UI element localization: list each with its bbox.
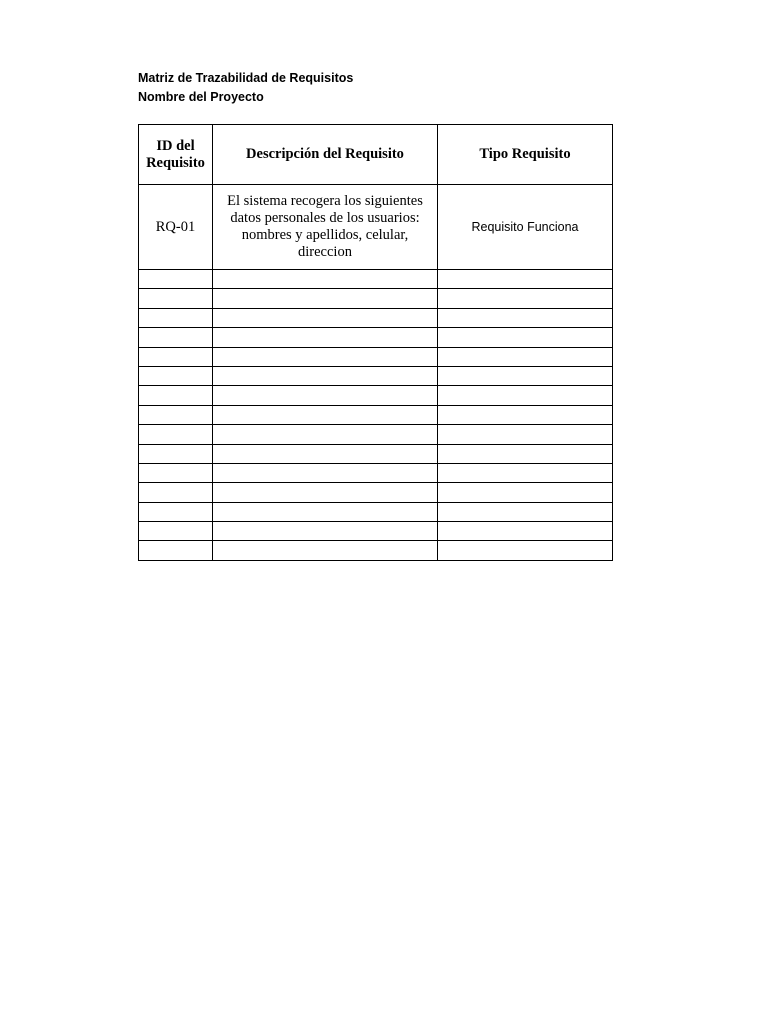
cell-requirement-description[interactable] — [213, 444, 438, 463]
table-row-empty — [139, 328, 613, 347]
cell-requirement-type[interactable] — [438, 366, 613, 385]
table-row-empty — [139, 405, 613, 424]
table-row-empty — [139, 308, 613, 327]
cell-requirement-description[interactable] — [213, 328, 438, 347]
cell-requirement-id[interactable] — [139, 541, 213, 560]
cell-requirement-id[interactable] — [139, 386, 213, 405]
cell-requirement-type[interactable] — [438, 502, 613, 521]
table-row-empty — [139, 522, 613, 541]
table-header-row — [139, 125, 613, 185]
cell-requirement-type[interactable] — [438, 522, 613, 541]
cell-requirement-type[interactable] — [438, 405, 613, 424]
cell-requirement-id[interactable] — [139, 366, 213, 385]
table-row-empty — [139, 289, 613, 308]
header-requirement-id: ID del Requisito — [139, 125, 213, 185]
cell-requirement-type[interactable] — [438, 541, 613, 560]
cell-requirement-id[interactable] — [139, 405, 213, 424]
table-row-empty — [139, 444, 613, 463]
cell-requirement-description[interactable] — [213, 289, 438, 308]
table-row — [139, 185, 613, 270]
cell-requirement-id[interactable] — [139, 308, 213, 327]
traceability-matrix-table — [138, 124, 613, 561]
cell-requirement-description[interactable] — [213, 425, 438, 444]
cell-requirement-type[interactable] — [438, 483, 613, 502]
table-row-empty — [139, 347, 613, 366]
cell-requirement-description[interactable] — [213, 386, 438, 405]
cell-requirement-id[interactable] — [139, 463, 213, 482]
cell-requirement-description[interactable] — [213, 347, 438, 366]
cell-requirement-id[interactable] — [139, 328, 213, 347]
table-row-empty — [139, 463, 613, 482]
cell-requirement-description[interactable] — [213, 405, 438, 424]
cell-requirement-description[interactable]: El sistema recogera los siguientes datos personales de los usuarios: nombres y apellidos, celular, direccion — [213, 185, 438, 270]
cell-requirement-type[interactable] — [438, 308, 613, 327]
cell-requirement-id[interactable] — [139, 347, 213, 366]
cell-requirement-description[interactable] — [213, 308, 438, 327]
cell-requirement-type[interactable] — [438, 386, 613, 405]
cell-requirement-id[interactable] — [139, 444, 213, 463]
table-row-empty — [139, 270, 613, 289]
cell-requirement-id[interactable] — [139, 425, 213, 444]
cell-requirement-description[interactable] — [213, 502, 438, 521]
cell-requirement-id[interactable] — [139, 502, 213, 521]
cell-requirement-type[interactable] — [438, 444, 613, 463]
cell-requirement-type[interactable] — [438, 347, 613, 366]
cell-requirement-id[interactable] — [139, 483, 213, 502]
cell-requirement-description[interactable] — [213, 270, 438, 289]
project-name-label: Nombre del Proyecto — [138, 90, 264, 104]
cell-requirement-description[interactable] — [213, 541, 438, 560]
table-row-empty — [139, 366, 613, 385]
document-title: Matriz de Trazabilidad de Requisitos — [138, 71, 354, 85]
cell-requirement-type[interactable] — [438, 425, 613, 444]
cell-requirement-description[interactable] — [213, 522, 438, 541]
header-requirement-description: Descripción del Requisito — [213, 125, 438, 185]
cell-requirement-type[interactable] — [438, 289, 613, 308]
table-row-empty — [139, 541, 613, 560]
cell-requirement-id[interactable]: RQ-01 — [139, 185, 213, 270]
cell-requirement-type[interactable] — [438, 463, 613, 482]
header-requirement-type: Tipo Requisito — [438, 125, 613, 185]
cell-requirement-id[interactable] — [139, 522, 213, 541]
cell-requirement-description[interactable] — [213, 366, 438, 385]
cell-requirement-id[interactable] — [139, 289, 213, 308]
cell-requirement-type[interactable] — [438, 328, 613, 347]
cell-requirement-type[interactable] — [438, 270, 613, 289]
cell-requirement-description[interactable] — [213, 463, 438, 482]
table-row-empty — [139, 425, 613, 444]
table-row-empty — [139, 386, 613, 405]
table-row-empty — [139, 502, 613, 521]
table-body — [139, 185, 613, 561]
table-row-empty — [139, 483, 613, 502]
cell-requirement-id[interactable] — [139, 270, 213, 289]
cell-requirement-type[interactable]: Requisito Funciona — [438, 185, 613, 270]
cell-requirement-description[interactable] — [213, 483, 438, 502]
